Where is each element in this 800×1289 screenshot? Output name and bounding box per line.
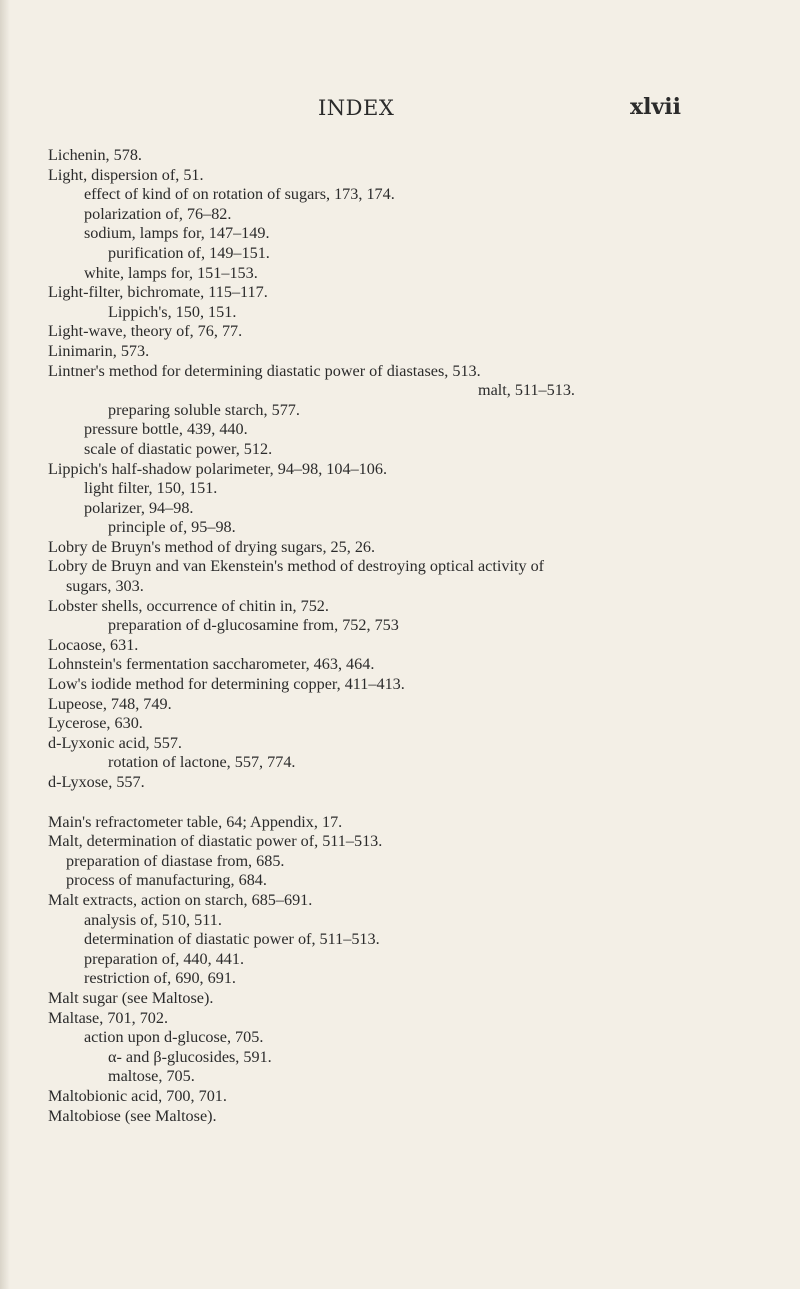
index-entry: Malt extracts, action on starch, 685–691.	[48, 890, 313, 909]
index-entry: restriction of, 690, 691.	[84, 969, 236, 988]
index-entry: Lobry de Bruyn's method of drying sugars, 25, 26.	[48, 537, 376, 556]
page-number: xlvii	[630, 94, 681, 120]
running-head	[0, 90, 800, 130]
index-entry: analysis of, 510, 511.	[84, 910, 222, 929]
index-entry: Locaose, 631.	[48, 635, 139, 654]
index-entry: d-Lyxose, 557.	[48, 773, 145, 791]
page-edge	[0, 0, 10, 1289]
index-entry: polarizer, 94–98.	[84, 498, 194, 517]
index-entry: light filter, 150, 151.	[84, 479, 218, 498]
index-entry: Maltobionic acid, 700, 701.	[48, 1086, 227, 1105]
index-entry: Light-filter, bichromate, 115–117.	[48, 283, 268, 302]
index-entry: preparation of d-glucosamine from, 752, 753	[108, 616, 399, 635]
index-entry: rotation of lactone, 557, 774.	[108, 753, 296, 772]
page-title: INDEX	[318, 96, 395, 120]
index-entry: effect of kind of on rotation of sugars, 173, 174.	[84, 185, 395, 204]
index-entry: action upon d-glucose, 705.	[84, 1028, 264, 1047]
index-entry: Maltobiose (see Maltose).	[48, 1106, 217, 1125]
index-entry: purification of, 149–151.	[108, 243, 270, 262]
index-entry: preparing soluble starch, 577.	[108, 400, 300, 419]
index-entry: Malt, determination of diastatic power of, 511–513.	[48, 832, 383, 851]
index-entry: scale of diastatic power, 512.	[84, 439, 273, 458]
index-entry: Lippich's, 150, 151.	[108, 302, 237, 321]
index-entry: Lohnstein's fermentation saccharometer, 463, 464.	[48, 655, 375, 674]
index-entry: Lintner's method for determining diastatic power of diastases, 513.	[48, 361, 481, 380]
index-entry: α- and β-glucosides, 591.	[108, 1047, 272, 1066]
index-entry: Low's iodide method for determining copper, 411–413.	[48, 675, 405, 694]
index-entries	[48, 146, 688, 1126]
index-entry: Lichenin, 578.	[48, 146, 142, 164]
index-entry: d-Lyxonic acid, 557.	[48, 733, 182, 752]
section-gap	[48, 793, 688, 813]
index-entry: preparation of diastase from, 685.	[66, 851, 285, 870]
index-entry: malt, 511–513.	[478, 381, 575, 400]
index-entry: pressure bottle, 439, 440.	[84, 420, 248, 439]
index-entry: Light, dispersion of, 51.	[48, 165, 204, 184]
index-entry: white, lamps for, 151–153.	[84, 263, 258, 282]
index-entry: Lupeose, 748, 749.	[48, 694, 172, 713]
index-entry: preparation of, 440, 441.	[84, 949, 245, 968]
index-entry: maltose, 705.	[108, 1067, 195, 1086]
index-entry: Lycerose, 630.	[48, 714, 143, 733]
index-entry: Lobry de Bruyn and van Ekenstein's method of destroying optical activity of	[48, 557, 545, 576]
index-entry: polarization of, 76–82.	[84, 204, 232, 223]
index-entry: sugars, 303.	[66, 577, 144, 596]
index-entry: determination of diastatic power of, 511–513.	[84, 930, 380, 949]
index-entry: Light-wave, theory of, 76, 77.	[48, 322, 243, 341]
index-entry: Linimarin, 573.	[48, 341, 150, 360]
index-entry: Malt sugar (see Maltose).	[48, 988, 214, 1007]
index-entry: Maltase, 701, 702.	[48, 1008, 169, 1027]
index-entry: process of manufacturing, 684.	[66, 871, 267, 890]
index-entry: Main's refractometer table, 64; Appendix, 17.	[48, 812, 343, 831]
index-entry: principle of, 95–98.	[108, 518, 236, 537]
index-entry: Lobster shells, occurrence of chitin in, 752.	[48, 596, 329, 615]
index-entry: sodium, lamps for, 147–149.	[84, 224, 270, 243]
index-entry: Lippich's half-shadow polarimeter, 94–98, 104–106.	[48, 459, 387, 478]
